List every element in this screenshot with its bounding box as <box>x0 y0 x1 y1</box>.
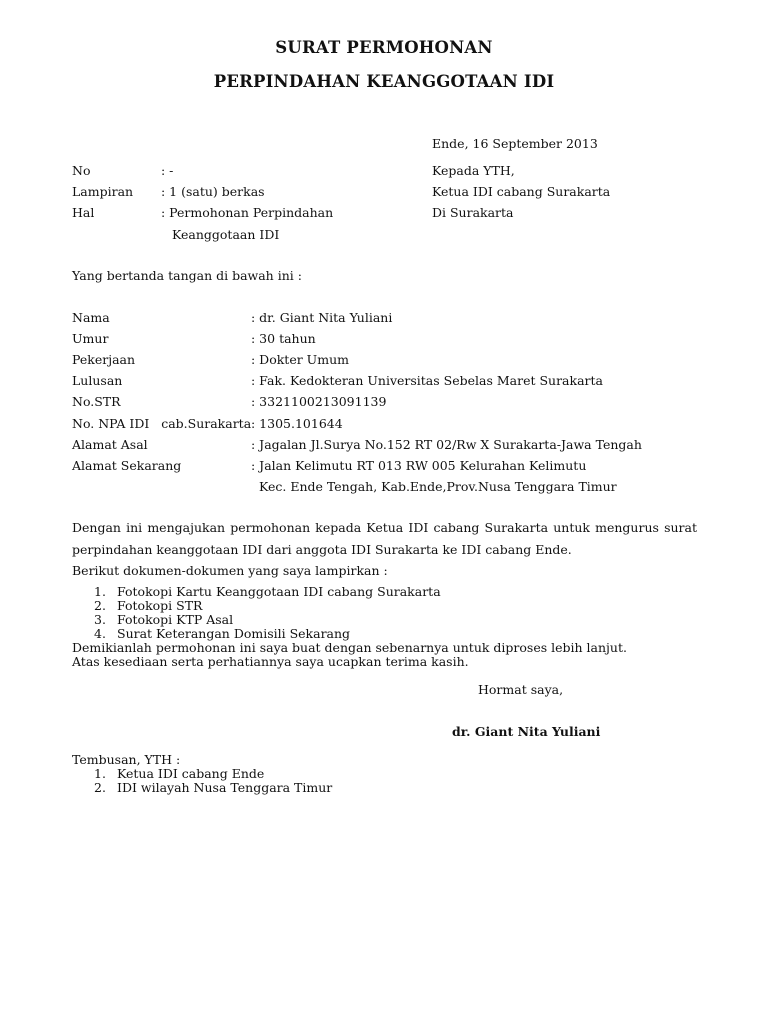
letter-date: Ende, 16 September 2013 <box>432 136 598 151</box>
attachments-intro: Berikut dokumen-dokumen yang saya lampirkan : <box>72 563 388 578</box>
identity-label: Lulusan <box>72 373 123 388</box>
body-paragraph-line: perpindahan keanggotaan IDI dari anggota IDI Surakarta ke IDI cabang Ende. <box>72 542 572 557</box>
identity-label: Umur <box>72 331 109 346</box>
identity-value: : 3321100213091139 <box>251 394 387 409</box>
regards-text: Hormat saya, <box>478 682 564 697</box>
identity-label: Alamat Asal <box>72 437 148 452</box>
field-value-lampiran: : 1 (satu) berkas <box>161 184 265 199</box>
identity-value: : dr. Giant Nita Yuliani <box>251 310 393 325</box>
cc-item: Ketua IDI cabang Ende <box>117 766 265 781</box>
recipient-line: Ketua IDI cabang Surakarta <box>432 184 611 199</box>
identity-value: : 30 tahun <box>251 331 316 346</box>
list-number: 4. <box>94 626 106 641</box>
cc-item: IDI wilayah Nusa Tenggara Timur <box>117 780 333 795</box>
list-number: 1. <box>94 766 106 781</box>
identity-value: : Jalan Kelimutu RT 013 RW 005 Kelurahan Kelimutu <box>251 458 587 473</box>
list-item: Fotokopi KTP Asal <box>117 612 234 627</box>
list-item: Fotokopi STR <box>117 598 203 613</box>
recipient-line: Kepada YTH, <box>432 163 515 178</box>
identity-label: Nama <box>72 310 110 325</box>
identity-label: No. NPA IDI cab.Surakarta <box>72 416 252 431</box>
identity-label: Pekerjaan <box>72 352 136 367</box>
identity-label: No.STR <box>72 394 121 409</box>
list-number: 2. <box>94 780 106 795</box>
identity-value: : Jagalan Jl.Surya No.152 RT 02/Rw X Surakarta-Jawa Tengah <box>251 437 642 452</box>
body-paragraph-line: Dengan ini mengajukan permohonan kepada Ketua IDI cabang Surakarta untuk mengurus surat <box>72 520 697 535</box>
identity-value-cont: Kec. Ende Tengah, Kab.Ende,Prov.Nusa Tenggara Timur <box>259 479 617 494</box>
identity-value: : Dokter Umum <box>251 352 349 367</box>
letter-title: SURAT PERMOHONAN <box>275 38 493 57</box>
list-number: 1. <box>94 584 106 599</box>
field-label-no: No <box>72 163 91 178</box>
field-label-hal: Hal <box>72 205 95 220</box>
list-item: Surat Keterangan Domisili Sekarang <box>117 626 351 641</box>
identity-value: : Fak. Kedokteran Universitas Sebelas Maret Surakarta <box>251 373 603 388</box>
identity-value: : 1305.101644 <box>251 416 343 431</box>
letter-subtitle: PERPINDAHAN KEANGGOTAAN IDI <box>213 72 555 91</box>
field-label-lampiran: Lampiran <box>72 184 134 199</box>
closing-line: Atas kesediaan serta perhatiannya saya ucapkan terima kasih. <box>72 654 469 669</box>
cc-title: Tembusan, YTH : <box>72 752 181 767</box>
list-item: Fotokopi Kartu Keanggotaan IDI cabang Surakarta <box>117 584 441 599</box>
closing-line: Demikianlah permohonan ini saya buat dengan sebenarnya untuk diproses lebih lanjut. <box>72 640 627 655</box>
identity-label: Alamat Sekarang <box>72 458 182 473</box>
signature-name: dr. Giant Nita Yuliani <box>452 724 601 739</box>
intro-text: Yang bertanda tangan di bawah ini : <box>72 268 302 283</box>
recipient-line: Di Surakarta <box>432 205 514 220</box>
field-value-hal: : Permohonan Perpindahan <box>161 205 334 220</box>
field-value-hal-cont: Keanggotaan IDI <box>172 227 280 242</box>
list-number: 3. <box>94 612 106 627</box>
field-value-no: : - <box>161 163 174 178</box>
list-number: 2. <box>94 598 106 613</box>
